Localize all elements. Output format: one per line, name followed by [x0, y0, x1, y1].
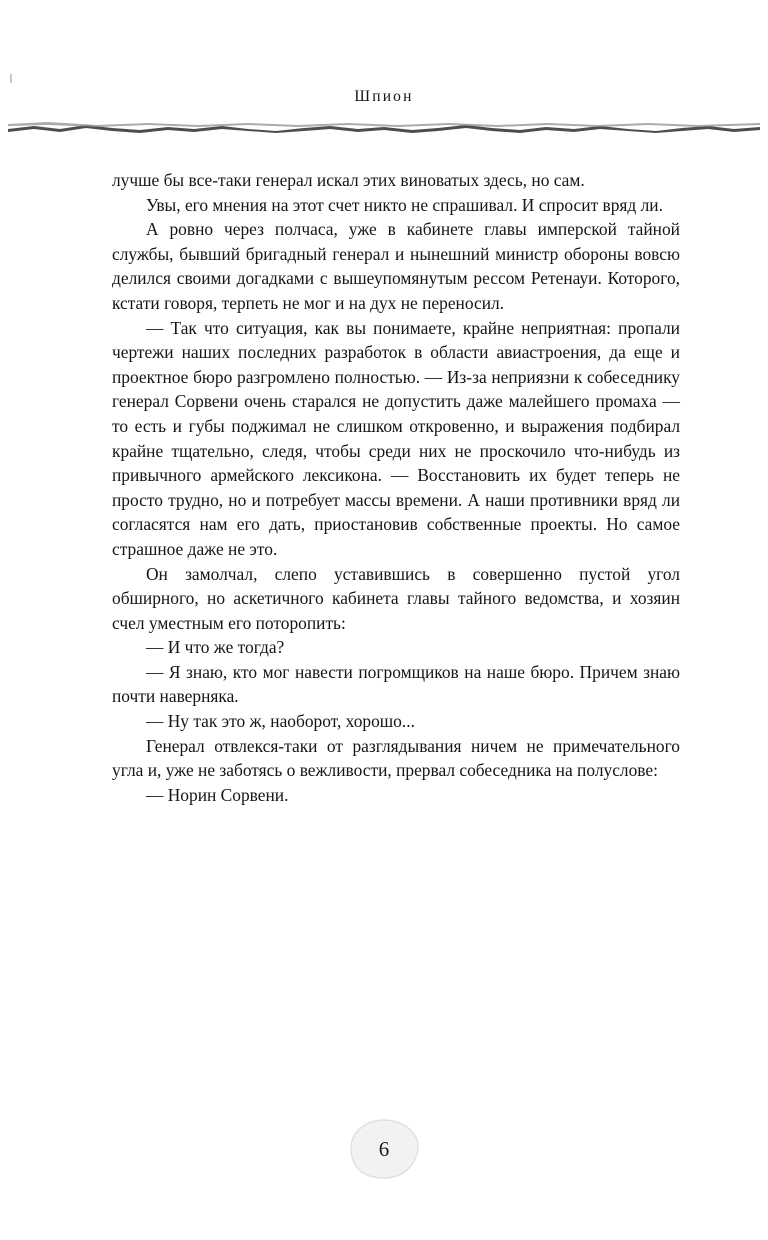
- paragraph: — И что же тогда?: [146, 637, 285, 658]
- paragraph: лучше бы все-таки генерал искал этих виноватых здесь, но сам.: [112, 170, 585, 190]
- page-number: 6: [378, 1136, 390, 1161]
- paragraph: Увы, его мнения на этот счет никто не спрашивал. И спросит вряд ли.: [146, 194, 663, 215]
- folio-blob-ornament: [347, 1118, 421, 1180]
- paragraph: Он замолчал, слепо уставившись в совершенно пустой угол обширного, но аскетичного кабинета главы тайного ведомства, и хозяин счел уместным его поторопить:: [112, 563, 680, 633]
- paragraph: Генерал отвлекся-таки от разглядывания ничем не примечательного угла и, уже не заботясь о вежливости, прервал собеседника на полуслове:: [112, 735, 680, 781]
- body-text: [112, 168, 680, 807]
- paragraph: А ровно через полчаса, уже в кабинете главы имперской тайной службы, бывший бригадный генерал и нынешний министр обороны вовсю делился своими догадками с вышеупомянутым рессом Ретенауи. Которого, кстати говоря, терпеть не мог и на дух не переносил.: [112, 219, 680, 313]
- header-rule-ornament: [8, 120, 760, 134]
- paragraph: — Норин Сорвени.: [146, 784, 289, 805]
- paragraph: — Ну так это ж, наоборот, хорошо...: [146, 711, 415, 732]
- page-folio: [0, 1118, 768, 1180]
- paragraph: — Я знаю, кто мог навести погромщиков на наше бюро. Причем знаю почти наверняка.: [112, 661, 680, 707]
- running-head: Шпион: [354, 88, 414, 105]
- page-edge-mark: [10, 74, 12, 83]
- paragraph: — Так что ситуация, как вы понимаете, крайне неприятная: пропали чертежи наших последних разработок в области авиастроения, да еще и проектное бюро разгромлено полностью. — Из-за неприязни к собеседнику генерал Сорвени очень старался не допустить даже малейшего промаха — то есть и губы поджимал не слишком откровенно, и выражения подбирал крайне тщательно, следя, чтобы среди них не проскочило что-нибудь из привычного армейского лексикона. — Восстановить их будет теперь не просто трудно, но и потребует массы времени. А наши противники вряд ли согласятся нам его дать, приостановив собственные проекты. Но самое страшное даже не это.: [112, 317, 680, 559]
